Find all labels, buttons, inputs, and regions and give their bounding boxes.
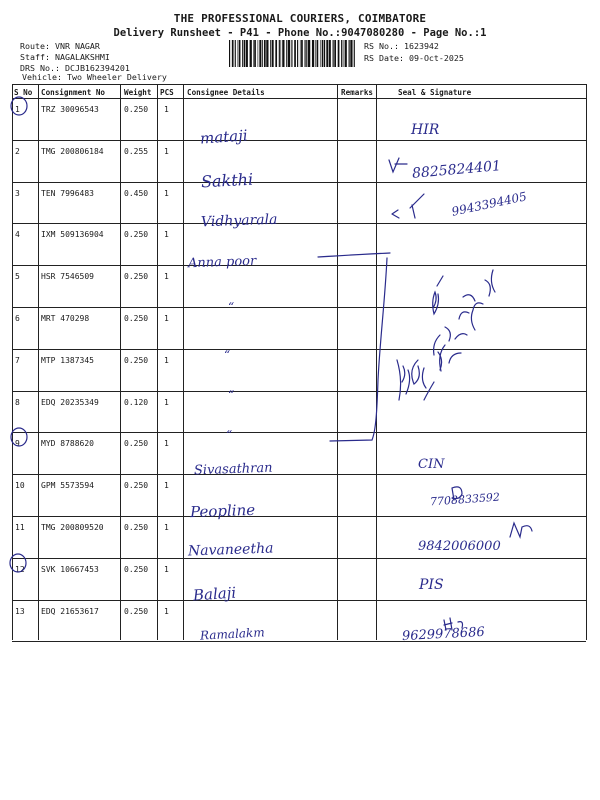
col-header-remarks: Remarks	[341, 88, 374, 97]
vehicle-label: Vehicle: Two Wheeler Delivery	[22, 72, 167, 82]
table-rule	[12, 265, 586, 266]
row-serial-number: 8	[15, 397, 20, 407]
row-consignment-number: MTP 1387345	[41, 355, 94, 365]
rs-number: RS No.: 1623942	[364, 41, 439, 51]
table-rule	[12, 349, 586, 350]
row-serial-number: 2	[15, 146, 20, 156]
table-rule	[12, 641, 586, 642]
row-consignment-number: MYD 8788620	[41, 439, 94, 449]
row-pieces: 1	[164, 606, 169, 616]
row-weight: 0.250	[124, 355, 149, 365]
handwritten-consignee: “	[224, 348, 231, 362]
table-column-rule	[183, 84, 184, 640]
table-rule	[12, 140, 586, 141]
company-name: THE PROFESSIONAL COURIERS, COIMBATORE	[173, 12, 427, 25]
table-rule	[12, 516, 586, 517]
row-consignment-number: TEN 7996483	[41, 188, 94, 198]
row-weight: 0.450	[124, 188, 149, 198]
handwritten-consignee: “	[228, 388, 235, 402]
table-column-rule	[38, 84, 39, 640]
row-pieces: 1	[164, 481, 169, 491]
row-consignment-number: EDQ 21653617	[41, 606, 99, 616]
handwritten-seal-note: 9842006000	[418, 539, 501, 554]
row-serial-number: 4	[15, 230, 20, 240]
col-header-consignee: Consignee Details	[187, 88, 265, 97]
row-weight: 0.120	[124, 397, 149, 407]
row-consignment-number: EDQ 20235349	[41, 397, 99, 407]
row-consignment-number: GPM 5573594	[41, 481, 94, 491]
row-serial-number: 11	[15, 523, 25, 532]
table-rule	[12, 558, 586, 559]
handwritten-consignee: Anna poor	[187, 253, 257, 272]
table-rule	[12, 432, 586, 433]
table-column-rule	[376, 84, 377, 640]
row-pieces: 1	[164, 230, 169, 240]
col-header-pcs: PCS	[160, 88, 174, 97]
handwritten-consignee: mataji	[199, 126, 249, 148]
table-rule	[12, 84, 586, 85]
row-pieces: 1	[164, 105, 169, 114]
table-column-rule	[337, 84, 338, 640]
handwritten-consignee: Sivasathran	[193, 460, 273, 479]
row-pieces: 1	[164, 397, 169, 407]
table-rule	[12, 223, 586, 224]
row-consignment-number: MRT 470298	[41, 314, 90, 323]
row-pieces: 1	[164, 523, 169, 532]
row-pieces: 1	[164, 272, 169, 282]
row-serial-number: 10	[15, 481, 25, 491]
row-weight: 0.250	[124, 481, 149, 491]
table-column-rule	[120, 84, 121, 640]
handwritten-seal-note: 9629978686	[401, 624, 486, 645]
row-consignment-number: IXM 509136904	[41, 230, 104, 240]
row-serial-number: 6	[15, 314, 20, 323]
rs-date: RS Date: 09-Oct-2025	[364, 53, 464, 63]
handwritten-consignee: “	[226, 428, 233, 442]
route-label: Route: VNR NAGAR	[20, 41, 100, 51]
handwritten-consignee: Vidhyarala	[200, 211, 278, 231]
handwritten-consignee: Sakthi	[200, 169, 254, 192]
row-serial-number: 9	[15, 439, 20, 449]
table-column-rule	[586, 84, 587, 640]
row-serial-number: 3	[15, 188, 20, 198]
row-pieces: 1	[164, 188, 169, 198]
handwritten-consignee: Balaji	[192, 583, 237, 605]
row-consignment-number: TMG 200809520	[41, 523, 104, 532]
handwritten-seal-note: PIS	[419, 577, 444, 593]
row-pieces: 1	[164, 146, 169, 156]
row-pieces: 1	[164, 564, 169, 574]
row-weight: 0.250	[124, 439, 149, 449]
handwritten-seal-note: HIR	[411, 122, 440, 138]
table-rule	[12, 98, 586, 99]
table-column-rule	[12, 84, 13, 640]
handwritten-consignee: Ramalakm	[199, 625, 265, 643]
handwritten-consignee: “	[228, 300, 235, 314]
table-rule	[12, 307, 586, 308]
handwritten-seal-note: 7708833592	[429, 490, 501, 509]
row-weight: 0.250	[124, 272, 149, 282]
row-serial-number: 7	[15, 355, 20, 365]
row-consignment-number: TRZ 30096543	[41, 105, 99, 114]
handwritten-seal-note: 8825824401	[411, 158, 502, 182]
row-weight: 0.250	[124, 314, 149, 323]
handwritten-consignee: Peopline	[189, 500, 256, 522]
row-consignment-number: HSR 7546509	[41, 272, 94, 282]
barcode	[229, 40, 357, 67]
row-weight: 0.250	[124, 564, 149, 574]
row-serial-number: 12	[15, 564, 25, 574]
col-header-consignment: Consignment No	[41, 88, 106, 97]
col-header-seal: Seal & Signature	[398, 88, 472, 97]
row-pieces: 1	[164, 314, 169, 323]
row-weight: 0.250	[124, 523, 149, 532]
handwritten-seal-note: CIN	[418, 457, 445, 472]
drs-number: DRS No.: DCJB162394201	[20, 63, 130, 73]
table-rule	[12, 391, 586, 392]
row-serial-number: 1	[15, 105, 20, 114]
row-weight: 0.250	[124, 230, 149, 240]
row-weight: 0.250	[124, 606, 149, 616]
table-column-rule	[157, 84, 158, 640]
table-rule	[12, 474, 586, 475]
col-header-sno: S No	[14, 88, 33, 97]
runsheet-title: Delivery Runsheet - P41 - Phone No.:9047080280 - Page No.:1	[113, 27, 487, 39]
handwritten-seal-note: 9943394405	[450, 189, 528, 219]
row-consignment-number: SVK 10667453	[41, 564, 99, 574]
table-rule	[12, 600, 586, 601]
row-weight: 0.250	[124, 105, 149, 114]
staff-label: Staff: NAGALAKSHMI	[20, 52, 110, 62]
row-pieces: 1	[164, 439, 169, 449]
row-pieces: 1	[164, 355, 169, 365]
handwritten-consignee: Navaneetha	[187, 540, 274, 560]
col-header-weight: Weight	[124, 88, 152, 97]
row-consignment-number: TMG 200806184	[41, 146, 104, 156]
row-serial-number: 5	[15, 272, 20, 282]
table-rule	[12, 182, 586, 183]
row-serial-number: 13	[15, 606, 25, 616]
row-weight: 0.255	[124, 146, 149, 156]
